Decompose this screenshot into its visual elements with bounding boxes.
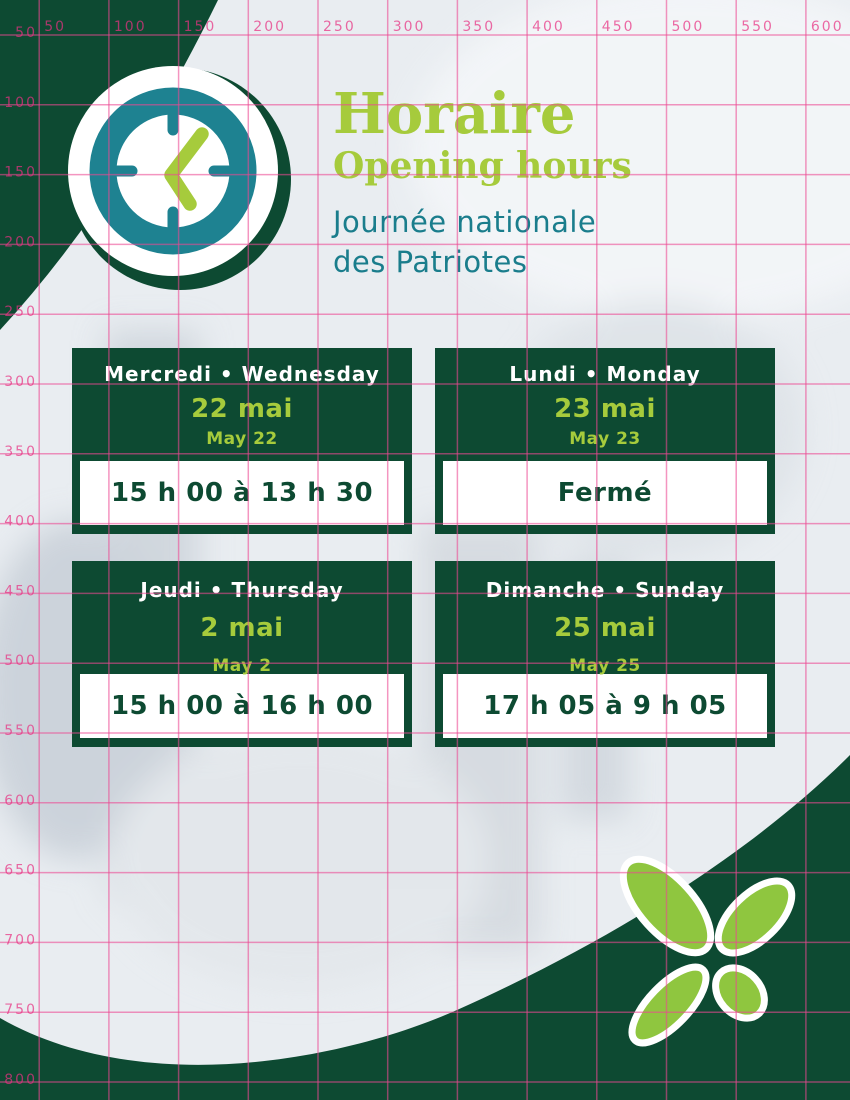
svg-text:450: 450 <box>4 583 37 600</box>
hours-card-thursday <box>72 561 412 747</box>
card-hours-text: 15 h 00 à 13 h 30 <box>110 478 374 508</box>
page-title-french: Horaire <box>333 81 576 147</box>
card-hours-box <box>440 458 770 528</box>
card-date-french: 22 mai <box>191 394 293 424</box>
hours-card-wednesday <box>72 348 412 534</box>
card-hours-box <box>77 671 407 741</box>
svg-text:550: 550 <box>741 19 774 35</box>
svg-text:350: 350 <box>462 19 496 35</box>
svg-text:200: 200 <box>4 234 37 251</box>
clock-icon <box>68 66 291 290</box>
svg-text:100: 100 <box>4 94 37 111</box>
svg-text:450: 450 <box>601 19 635 35</box>
card-hours-text: Fermé <box>557 478 653 508</box>
svg-text:400: 400 <box>532 19 565 35</box>
card-day-label: Jeudi • Thursday <box>140 578 344 602</box>
card-date-english: May 25 <box>569 656 641 676</box>
svg-text:150: 150 <box>183 19 217 35</box>
card-date-french: 23 mai <box>554 394 656 424</box>
svg-text:600: 600 <box>810 19 844 35</box>
svg-text:650: 650 <box>4 862 37 879</box>
svg-text:100: 100 <box>113 19 147 35</box>
page-title-english: Opening hours <box>333 145 632 187</box>
card-hours-box <box>440 671 770 741</box>
card-day-label: Dimanche • Sunday <box>485 578 725 602</box>
card-date-french: 2 mai <box>200 613 284 643</box>
svg-text:300: 300 <box>4 374 37 390</box>
svg-text:750: 750 <box>4 1002 37 1019</box>
svg-text:250: 250 <box>323 19 356 35</box>
card-hours-text: 17 h 05 à 9 h 05 <box>483 691 727 721</box>
svg-text:550: 550 <box>4 723 37 739</box>
card-hours-text: 15 h 00 à 16 h 00 <box>110 691 374 721</box>
svg-text:50: 50 <box>44 19 67 35</box>
svg-text:200: 200 <box>253 19 287 35</box>
svg-text:800: 800 <box>4 1072 37 1088</box>
svg-text:500: 500 <box>671 19 705 35</box>
svg-text:150: 150 <box>4 164 37 181</box>
hours-card-sunday <box>435 561 775 747</box>
card-day-label: Mercredi • Wednesday <box>104 362 380 386</box>
svg-text:50: 50 <box>15 25 37 41</box>
title-block <box>333 81 632 282</box>
svg-text:700: 700 <box>4 932 37 949</box>
event-name-line2: des Patriotes <box>333 245 528 279</box>
svg-text:350: 350 <box>4 443 37 460</box>
card-date-english: May 2 <box>212 656 272 676</box>
svg-text:250: 250 <box>4 304 37 321</box>
svg-text:600: 600 <box>4 792 37 809</box>
card-date-english: May 22 <box>206 429 278 449</box>
svg-text:300: 300 <box>392 19 426 35</box>
svg-text:400: 400 <box>4 513 37 530</box>
card-date-french: 25 mai <box>554 613 656 643</box>
card-hours-box <box>77 458 407 528</box>
event-name-line1: Journée nationale <box>333 205 597 239</box>
card-date-english: May 23 <box>569 429 641 449</box>
svg-text:500: 500 <box>4 653 37 670</box>
hours-card-monday <box>435 348 775 534</box>
card-day-label: Lundi • Monday <box>509 362 701 386</box>
